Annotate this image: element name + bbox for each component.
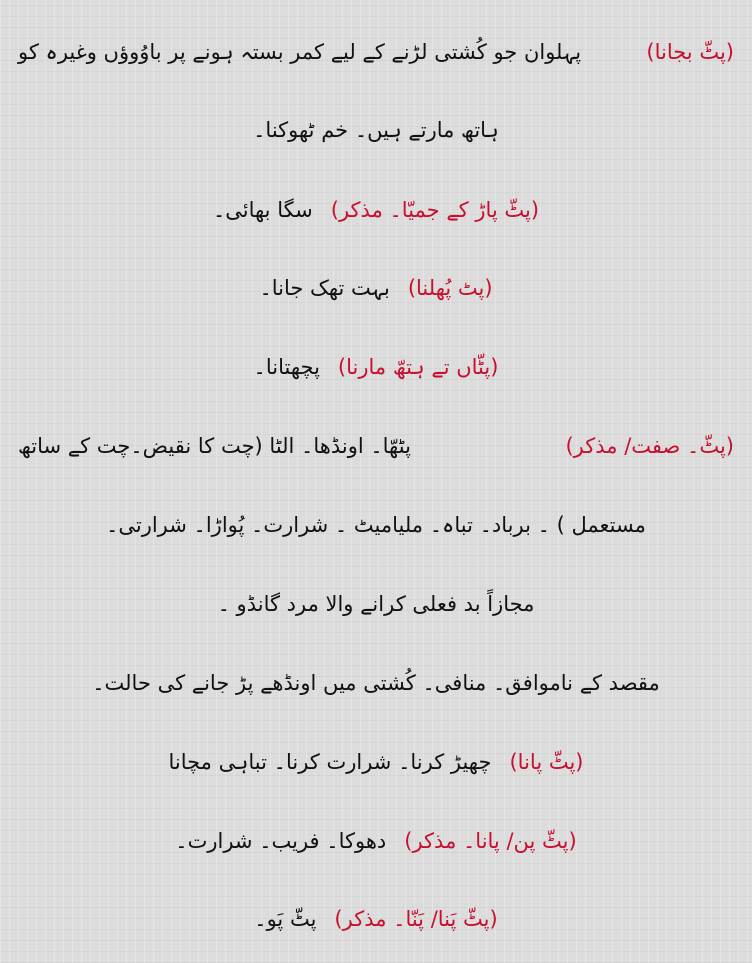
entry-term: (پٹّ پن/ پانا۔ مذکر) xyxy=(404,829,577,853)
entry-1-line-2 xyxy=(0,110,752,150)
entry-definition: پچھتانا۔ xyxy=(253,355,320,379)
entry-definition-continuation: ہاتھ مارتے ہیں۔ خم ٹھوکنا۔ xyxy=(253,118,499,142)
entry-5-line-2 xyxy=(0,505,752,545)
entry-definition: سگا بھائی۔ xyxy=(212,198,313,222)
entry-term: (پٹّ پانا) xyxy=(509,750,584,774)
entry-term: (پٹّ۔ صفت/ مذکر) xyxy=(565,434,734,458)
entry-definition: پہلوان جو کُشتی لڑنے کے لیے کمر بستہ ہونے پر باوُوؤں وغیرہ کو xyxy=(18,40,582,64)
entry-2 xyxy=(0,190,752,230)
entry-5-line-1 xyxy=(18,426,734,466)
entry-term: (پٹّ پاڑ کے جمیّا۔ مذکر) xyxy=(330,198,540,222)
entry-term: (پٹّ بجانا) xyxy=(646,40,734,64)
entry-definition: چھیڑ کرنا۔ شرارت کرنا۔ تباہی مچانا xyxy=(168,750,492,774)
entry-5-line-3 xyxy=(0,584,752,624)
entry-definition: پٹّ پَو۔ xyxy=(254,907,317,931)
entry-1-line-1 xyxy=(18,32,734,72)
entry-definition-extra: مجازاً بد فعلی کرانے والا مرد گانڈو ۔ xyxy=(217,592,535,616)
entry-definition-extra: مقصد کے ناموافق۔ منافی۔ کُشتی میں اونڈھے پڑ جانے کی حالت۔ xyxy=(92,671,660,695)
entry-term: (پٹّ پَنا/ پَنّا۔ مذکر) xyxy=(334,907,498,931)
entry-3 xyxy=(0,268,752,308)
entry-8 xyxy=(0,899,752,939)
entry-definition: پٹھّا۔ اونڈھا۔ الٹا (چت کا نقیض۔چت کے ساتھ xyxy=(18,434,411,458)
entry-7 xyxy=(0,821,752,861)
entry-definition: دھوکا۔ فریب۔ شرارت۔ xyxy=(175,829,387,853)
entry-6 xyxy=(0,742,752,782)
entry-5-line-4 xyxy=(0,663,752,703)
entry-definition: بہت تھک جانا۔ xyxy=(259,276,390,300)
entry-term: (پٹّاں تے ہتھّ مارنا) xyxy=(337,355,499,379)
entry-definition-continuation: مستعمل ) ۔ برباد۔ تباہ۔ ملیامیٹ ۔ شرارت۔ پُواڑا۔ شرارتی۔ xyxy=(106,513,646,537)
entry-4 xyxy=(0,347,752,387)
entry-term: (پٹ پُھلنا) xyxy=(407,276,493,300)
